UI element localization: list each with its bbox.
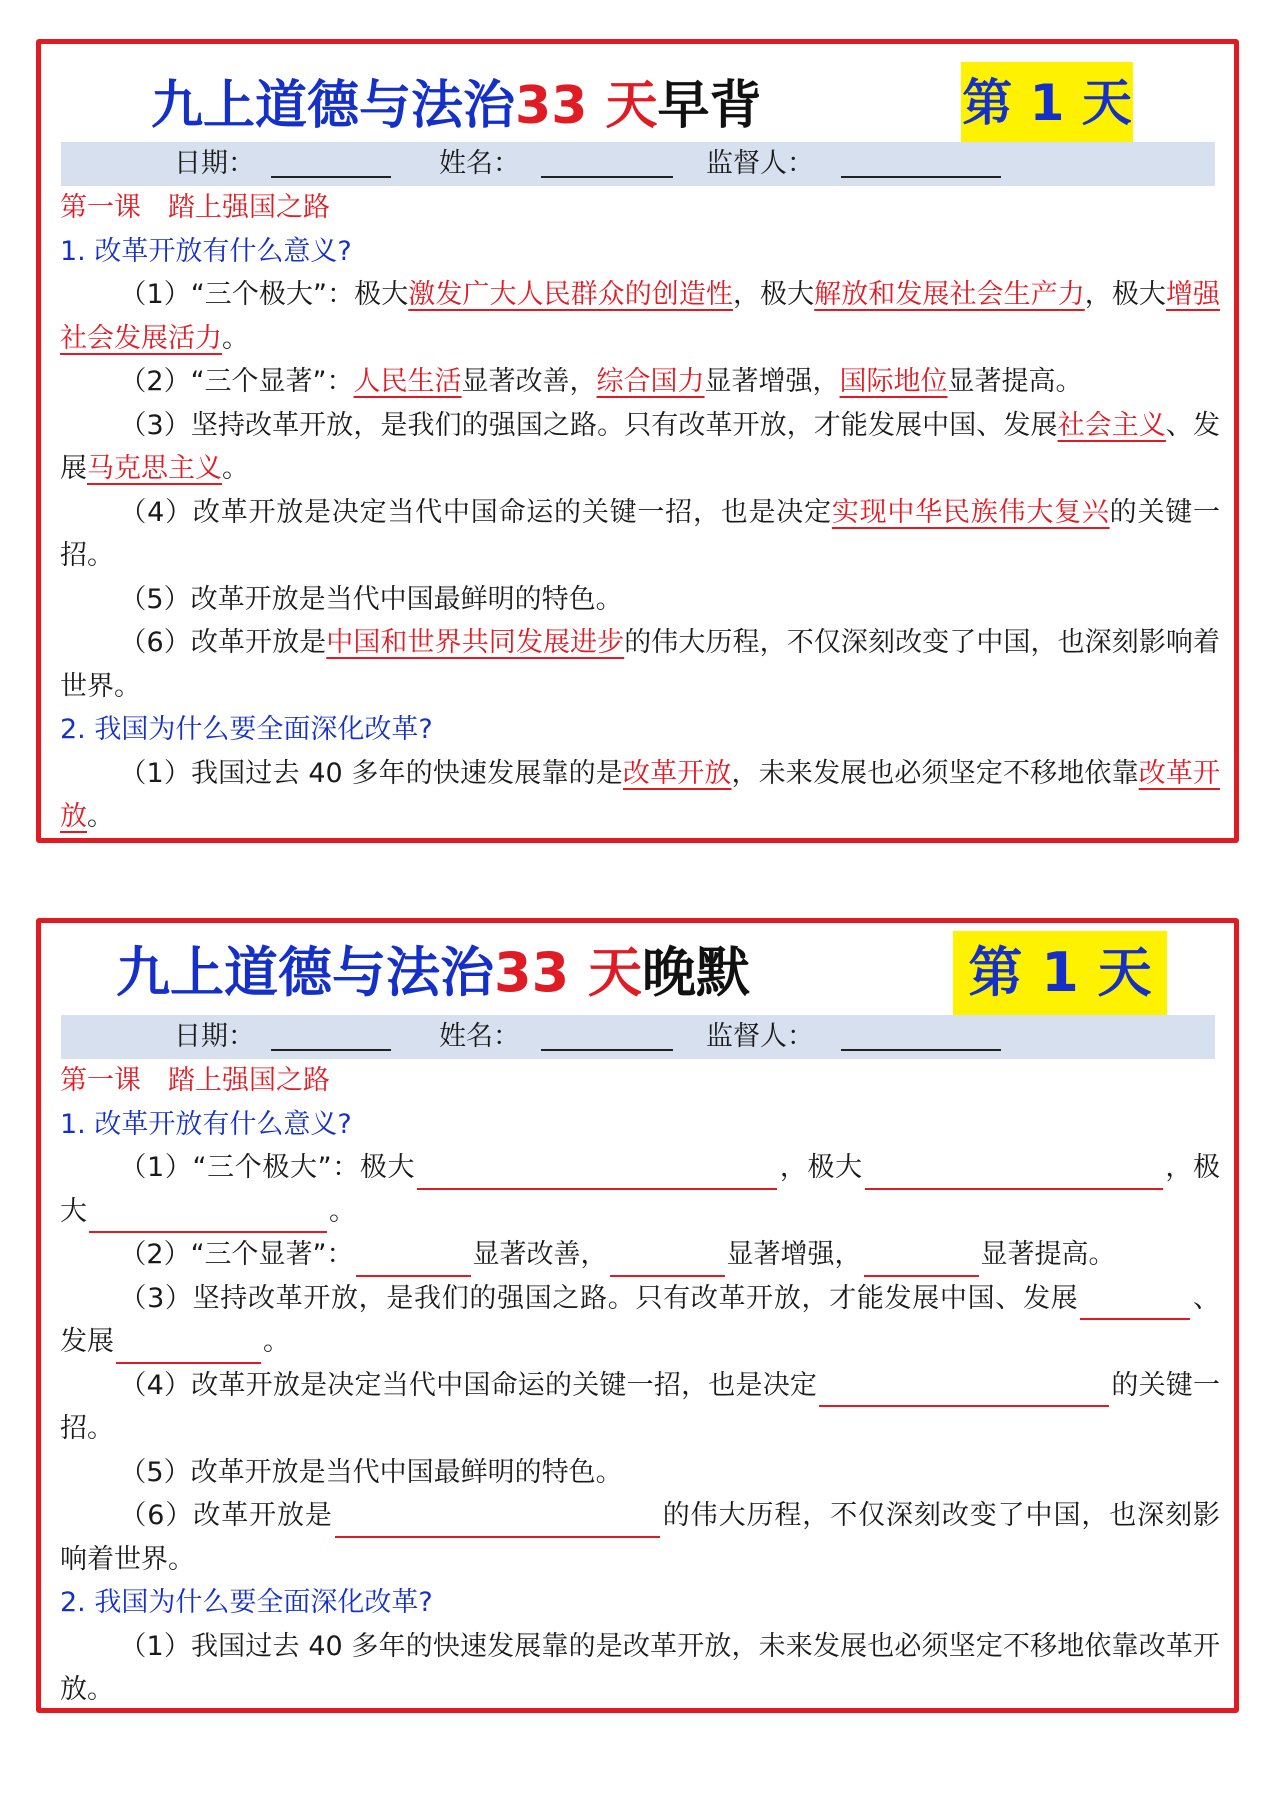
question-2: 2. 我国为什么要全面深化改革? <box>60 1587 433 1618</box>
point-text: 、发展 <box>60 409 1220 484</box>
point-text: 。 <box>263 1326 290 1357</box>
point-5: （5）改革开放是当代中国最鲜明的特色。 <box>119 1456 623 1488</box>
fill-blank[interactable] <box>1080 1284 1190 1320</box>
title-subject: 九上道德与法治 <box>151 76 516 136</box>
answer: 改革开放 <box>622 757 732 789</box>
answer: 实现中华民族伟大复兴 <box>831 496 1110 528</box>
answer: 激发广大人民群众的创造性 <box>408 279 733 310</box>
point-text: 显著提高。 <box>947 366 1083 397</box>
supervisor-blank[interactable] <box>841 1049 1001 1051</box>
point-text: （4）改革开放是决定当代中国命运的关键一招，也是决定 <box>119 1369 818 1401</box>
date-blank[interactable] <box>271 1049 391 1051</box>
fill-blank[interactable] <box>89 1197 327 1233</box>
point-text: 的 <box>1109 496 1138 528</box>
point-text: ，未来发展也必须坚定不移地依靠 <box>731 757 1139 789</box>
info-bar <box>61 142 1215 186</box>
point-text: （2）“三个显著”： <box>119 366 354 397</box>
point-5: （5）改革开放是当代中国最鲜明的特色。 <box>119 583 623 615</box>
answer: 人民生活 <box>353 366 462 397</box>
point-7 <box>60 752 1220 839</box>
evening-dictation-card <box>36 918 1239 1713</box>
name-blank[interactable] <box>541 176 673 178</box>
point-text: 极大 <box>60 1152 1221 1227</box>
point-text: ， <box>1084 279 1112 310</box>
name-label: 姓名： <box>439 1021 520 1052</box>
point-text: （3）坚持改革开放，是我们的强国之路。只有改革开放，才能发展中国、发展 <box>119 409 1058 441</box>
point-3 <box>60 1277 1220 1364</box>
question-2: 2. 我国为什么要全面深化改革? <box>60 714 433 745</box>
point-6 <box>60 621 1220 708</box>
answer: 综合国力 <box>596 366 705 397</box>
fill-blank[interactable] <box>610 1241 725 1277</box>
fill-blank[interactable] <box>417 1154 777 1190</box>
point-4 <box>60 491 1220 578</box>
point-text: 的伟大历程，不仅深刻改变了中国，也深刻影响着世界。 <box>60 1500 1221 1575</box>
point-text: （1）我国过去 40 多年的快速发展靠的是 <box>119 757 623 789</box>
evening-title <box>116 941 750 1005</box>
point-text: 关键一招。 <box>60 496 1221 571</box>
title-suffix: 早背 <box>657 76 762 136</box>
title-days: 33 天 <box>494 941 642 1004</box>
day-badge: 第 1 天 <box>961 62 1133 144</box>
point-1 <box>60 273 1220 360</box>
point-text: 关键一招。 <box>60 1369 1221 1444</box>
morning-title <box>151 74 762 138</box>
question-1: 1. 改革开放有什么意义? <box>60 235 352 267</box>
point-text: （2）“三个显著”： <box>119 1239 354 1270</box>
date-label: 日期： <box>174 1021 255 1052</box>
fill-blank[interactable] <box>864 1241 979 1277</box>
day-badge: 第 1 天 <box>953 931 1167 1015</box>
name-label: 姓名： <box>439 148 520 179</box>
point-text: 的伟大历程，不仅深刻改变了中国，也深刻影响着世界。 <box>60 627 1221 702</box>
fill-blank[interactable] <box>335 1502 660 1538</box>
point-text: 显著改善， <box>461 366 597 397</box>
date-label: 日期： <box>174 148 255 179</box>
point-text: （1）“三个极大”：极大 <box>119 279 409 310</box>
point-text: 。 <box>329 1195 356 1227</box>
point-text: 极大 <box>1111 279 1166 310</box>
answer: 改革开放 <box>60 757 1221 832</box>
answer: 增强社会发展活力 <box>60 279 1221 354</box>
lesson-heading: 第一课 踏上强国之路 <box>60 192 330 223</box>
point-text: （4）改革开放是决定当代中国命运的关键一招，也是决定 <box>119 496 832 528</box>
morning-recitation-card <box>36 39 1239 843</box>
fill-blank[interactable] <box>865 1154 1163 1190</box>
answer: 社会主义 <box>1057 409 1166 441</box>
supervisor-label: 监督人： <box>706 148 814 179</box>
point-text: 显著增强， <box>704 366 840 397</box>
point-text: （1）“三个极大”：极大 <box>119 1152 416 1183</box>
info-bar <box>61 1015 1215 1059</box>
name-blank[interactable] <box>541 1049 673 1051</box>
evening-content <box>60 1059 1220 1712</box>
point-text: 。 <box>222 453 249 484</box>
point-3 <box>60 404 1220 491</box>
title-subject: 九上道德与法治 <box>116 941 494 1004</box>
answer: 国际地位 <box>839 366 948 397</box>
fill-blank[interactable] <box>356 1241 471 1277</box>
point-text: ， <box>1164 1152 1194 1183</box>
point-text: 显著增强， <box>726 1239 862 1270</box>
title-days: 33 天 <box>515 76 658 136</box>
point-text: （3）坚持改革开放，是我们的强国之路。只有改革开放，才能发展中国、发展 <box>119 1282 1079 1314</box>
supervisor-label: 监督人： <box>706 1021 814 1052</box>
point-text: （6）改革开放是 <box>119 1500 333 1531</box>
supervisor-blank[interactable] <box>841 176 1001 178</box>
point-text: （6）改革开放是 <box>119 627 327 658</box>
date-blank[interactable] <box>271 176 391 178</box>
point-6 <box>60 1494 1220 1581</box>
point-text: 。 <box>87 801 114 832</box>
point-2 <box>60 360 1220 404</box>
answer: 马克思主义 <box>87 453 222 484</box>
answer: 解放和发展社会生产力 <box>814 279 1085 310</box>
question-1: 1. 改革开放有什么意义? <box>60 1108 352 1140</box>
point-text: 显著提高。 <box>980 1239 1116 1270</box>
lesson-heading: 第一课 踏上强国之路 <box>60 1065 330 1096</box>
morning-content <box>60 186 1220 839</box>
fill-blank[interactable] <box>819 1371 1109 1407</box>
point-7: （1）我国过去 40 多年的快速发展靠的是改革开放，未来发展也必须坚定不移地依靠改革开放。 <box>60 1630 1220 1705</box>
point-text: 的 <box>1111 1369 1139 1401</box>
point-text: 、发展 <box>60 1282 1220 1357</box>
point-text: ，极大 <box>732 279 815 310</box>
point-text: ，极大 <box>779 1152 863 1183</box>
fill-blank[interactable] <box>116 1328 261 1364</box>
answer: 中国和世界共同发展进步 <box>326 627 625 658</box>
point-1 <box>60 1146 1220 1233</box>
point-text: 显著改善， <box>472 1239 608 1270</box>
point-4 <box>60 1364 1220 1451</box>
title-suffix: 晚默 <box>641 941 750 1004</box>
point-text: 。 <box>222 322 249 354</box>
point-2 <box>60 1233 1220 1277</box>
